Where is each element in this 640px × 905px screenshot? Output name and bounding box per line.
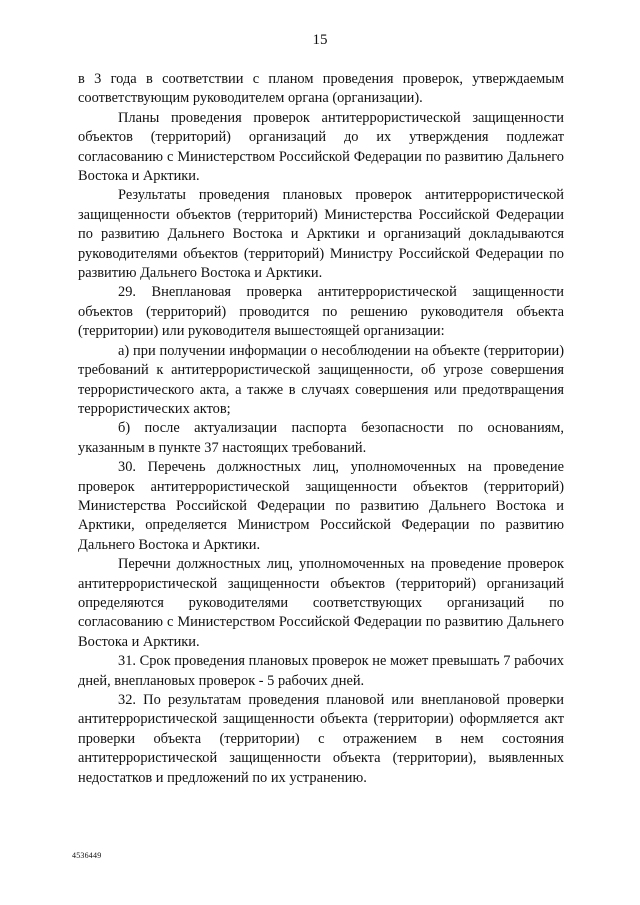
paragraph-item-29-b: б) после актуализации паспорта безопасности по основаниям, указанным в пункте 37 настоящих требований. — [78, 420, 564, 456]
paragraph-item-31: 31. Срок проведения плановых проверок не может превышать 7 рабочих дней, внеплановых проверок - 5 рабочих дней. — [78, 653, 564, 689]
paragraph-inspection-results: Результаты проведения плановых проверок антитеррористической защищенности объектов (территорий) Министерства Российской Федерации по развитию Дальнего Востока и Арктики и организаций докладываются руководителями объектов (территорий) Министру Российской Федерации по развитию Дальнего Востока и Арктики. — [78, 187, 564, 282]
paragraph-continuation: в 3 года в соответствии с планом проведения проверок, утверждаемым соответствующим руководителем органа (организации). — [78, 71, 564, 107]
paragraph-item-30: 30. Перечень должностных лиц, уполномоченных на проведение проверок антитеррористической защищенности объектов (территорий) Министерства Российской Федерации по развитию Дальнего Востока и Арктики, определяется Министром Российской Федерации по развитию Дальнего Востока и Арктики. — [78, 459, 564, 553]
paragraph-inspection-plans: Планы проведения проверок антитеррористической защищенности объектов (территорий) организаций до их утверждения подлежат согласованию с Министерством Российской Федерации по развитию Дальнего Востока и Арктики. — [78, 109, 564, 185]
document-body — [78, 70, 564, 788]
paragraph-item-32: 32. По результатам проведения плановой или внеплановой проверки антитеррористической защищенности объекта (территории) оформляется акт проверки объекта (территории) с отражением в нем состояния антитеррористической защищенности объекта (территории), выявленных недостатков и предложений по их устранению. — [78, 692, 564, 786]
paragraph-item-29-a: а) при получении информации о несоблюдении на объекте (территории) требований к антитеррористической защищенности, об угрозе совершения террористического акта, а также в случаях совершения или предотвращения террористических актов; — [78, 342, 564, 417]
paragraph-item-29: 29. Внеплановая проверка антитеррористической защищенности объектов (территорий) проводится по решению руководителя объекта (территории) или руководителя вышестоящей организации: — [78, 284, 564, 340]
paragraph-officials-lists: Перечни должностных лиц, уполномоченных на проведение проверок антитеррористической защищенности объектов (территорий) организаций определяются руководителями соответствующих организаций по согласованию с Министерством Российской Федерации по развитию Дальнего Востока и Арктики. — [78, 556, 564, 650]
document-code: 4536449 — [72, 851, 102, 860]
page-number: 15 — [312, 32, 328, 48]
